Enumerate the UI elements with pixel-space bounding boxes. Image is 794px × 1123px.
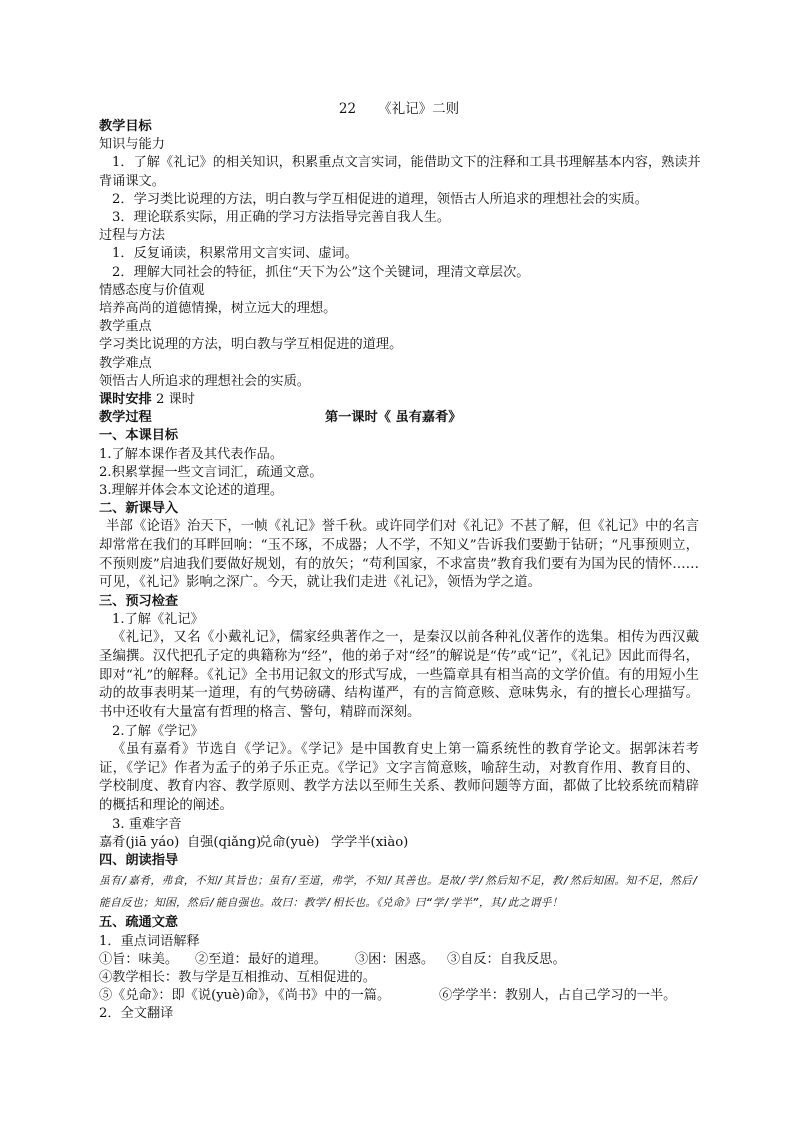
section-3-sub-3: 3. 重难字音 — [112, 816, 182, 832]
section-1-item-3: 3.理解并体会本文论述的道理。 — [99, 483, 284, 499]
pronunciation-item: 学学半(xiào) — [331, 834, 409, 850]
subheading-attitude: 情感态度与价值观 — [99, 282, 205, 298]
goal-item-1: 1．了解《礼记》的相关知识，积累重点文言实词，能借助文下的注释和工具书理解基本内容，熟读并 — [112, 155, 701, 171]
goal-item-2: 2．学习类比说理的方法，明白教与学互相促进的道理，领悟古人所追求的理想社会的实质。 — [112, 191, 648, 207]
section-1-item-1: 1.了解本课作者及其代表作品。 — [99, 446, 284, 462]
pronunciation-item: 自强(qiǎng) — [187, 834, 262, 850]
heading-key-points: 教学重点 — [99, 319, 152, 335]
intro-paragraph: 半部《论语》治天下，一帧《礼记》誉千秋。或许同学们对《礼记》不甚了解，但《礼记》中的名言却常常在我们的耳畔回响：“玉不琢，不成器；人不学，不知义”告诉我们要勤于钻研；“凡事预则立，不预则废”启迪我们要做好规划，有的放矢；“苟利国家，不求富贵”教育我们要有为国为民的情怀……可见，《礼记》影响之深广。今天，就让我们走进《礼记》，领悟为学之道。 — [99, 519, 699, 591]
process-item-1: 1．反复诵读，积累常用文言实词、虚词。 — [112, 246, 358, 262]
schedule-label: 课时安排 — [99, 392, 152, 408]
vocab-row-2: ④教学相长：教与学是互相推动、互相促进的。 — [99, 970, 376, 985]
xueji-paragraph: 《虽有嘉肴》节选自《学记》。《学记》是中国教育史上第一篇系统性的教育学论文。据郭沫若考证，《学记》作者为孟子的弟子乐正克。《学记》文字言简意赅，喻辞生动，对教育作用、教育目的、学校制度、教育内容、教学原则、教学方法以至师生关系、教师问题等方面，都做了比较系统而精辟的概括和理论的阐述。 — [99, 741, 699, 814]
pronunciation-item: 嘉肴(jiā yáo) — [99, 834, 180, 850]
pronunciation-item: 兑命(yuè) — [259, 834, 320, 850]
section-5-heading: 五、疏通文意 — [99, 915, 179, 931]
section-1-heading: 一、本课目标 — [99, 428, 179, 444]
goal-item-3: 3．理论联系实际，用正确的学习方法指导完善自我人生。 — [112, 210, 451, 226]
heading-teaching-goals: 教学目标 — [99, 119, 152, 134]
heading-difficulties: 教学难点 — [99, 355, 152, 371]
document-title — [99, 100, 699, 118]
goal-item-1-cont: 背诵课文。 — [99, 173, 165, 189]
vocab-row-3 — [99, 987, 699, 1005]
schedule-value: 2 课时 — [155, 392, 195, 408]
section-1-item-2: 2.积累掌握一些文言词汇，疏通文意。 — [99, 464, 323, 480]
key-points-text: 学习类比说理的方法，明白教与学互相促进的道理。 — [99, 337, 403, 353]
vocab-row-1 — [99, 951, 699, 969]
vocab-item: ③自反：自我反思。 — [447, 951, 566, 967]
attitude-text: 培养高尚的道德情操，树立远大的理想。 — [99, 301, 337, 317]
vocab-item: ⑥学学半：教别人，占自己学习的一半。 — [439, 988, 677, 1004]
subheading-process: 过程与方法 — [99, 228, 165, 244]
vocab-item: ⑤《兑命》：即《说(yuè)命》，《尚书》中的一篇。 — [99, 988, 391, 1004]
section-5-sub-2: 2．全文翻译 — [99, 1006, 174, 1022]
difficulties-text: 领悟古人所追求的理想社会的实质。 — [99, 373, 310, 389]
section-2-heading: 二、新课导入 — [99, 501, 179, 517]
pronunciation-list — [99, 834, 699, 852]
document-page — [99, 100, 699, 1024]
vocab-item: ②至道：最好的道理。 — [195, 951, 327, 967]
section-4-heading: 四、朗读指导 — [99, 853, 179, 869]
process-label: 教学过程 — [99, 410, 152, 426]
lesson-number: 22 — [338, 101, 357, 117]
section-5-sub-1: 1．重点词语解释 — [99, 933, 200, 949]
liji-paragraph: 《礼记》，又名《小戴礼记》，儒家经典著作之一，是秦汉以前各种礼仪著作的选集。相传为西汉戴圣编撰。汉代把孔子定的典籍称为“经”，他的弟子对“经”的解说是“传”或“记”，《礼记》因此而得名，即对“礼”的解释。《礼记》全书用记叙文的形式写成，一些篇章具有相当高的文学价值。有的用短小生动的故事表明某一道理，有的气势磅礴、结构谨严，有的言简意赅、意味隽永，有的擅长心理描写。书中还收有大量富有哲理的格言、警句，精辟而深刻。 — [99, 630, 699, 721]
vocab-item: ①旨：味美。 — [99, 951, 179, 967]
reading-guide-text: 虽有/嘉肴，弗食，不知/其旨也；虽有/至道，弗学，不知/其善也。是故/学/然后知不足，教/然后知困。知不足，然后/能自反也；知困，然后/能自强也。故曰：教学/相长也。《兑命》曰“学/学半”，其/此之谓乎！ — [99, 874, 699, 910]
process-line — [99, 409, 699, 427]
schedule-line — [99, 391, 699, 409]
process-item-2: 2．理解大同社会的特征，抓住“天下为公”这个关键词，理清文章层次。 — [112, 264, 530, 280]
subheading-knowledge: 知识与能力 — [99, 137, 165, 153]
vocab-item: ③困：困惑。 — [355, 951, 435, 967]
lesson-title: 《礼记》二则 — [378, 101, 460, 117]
section-3-heading: 三、预习检查 — [99, 593, 179, 609]
section-3-sub-2: 2.了解《学记》 — [112, 723, 204, 739]
section-3-sub-1: 1.了解《礼记》 — [112, 612, 204, 628]
first-period-title: 第一课时《 虽有嘉肴》 — [325, 410, 462, 426]
